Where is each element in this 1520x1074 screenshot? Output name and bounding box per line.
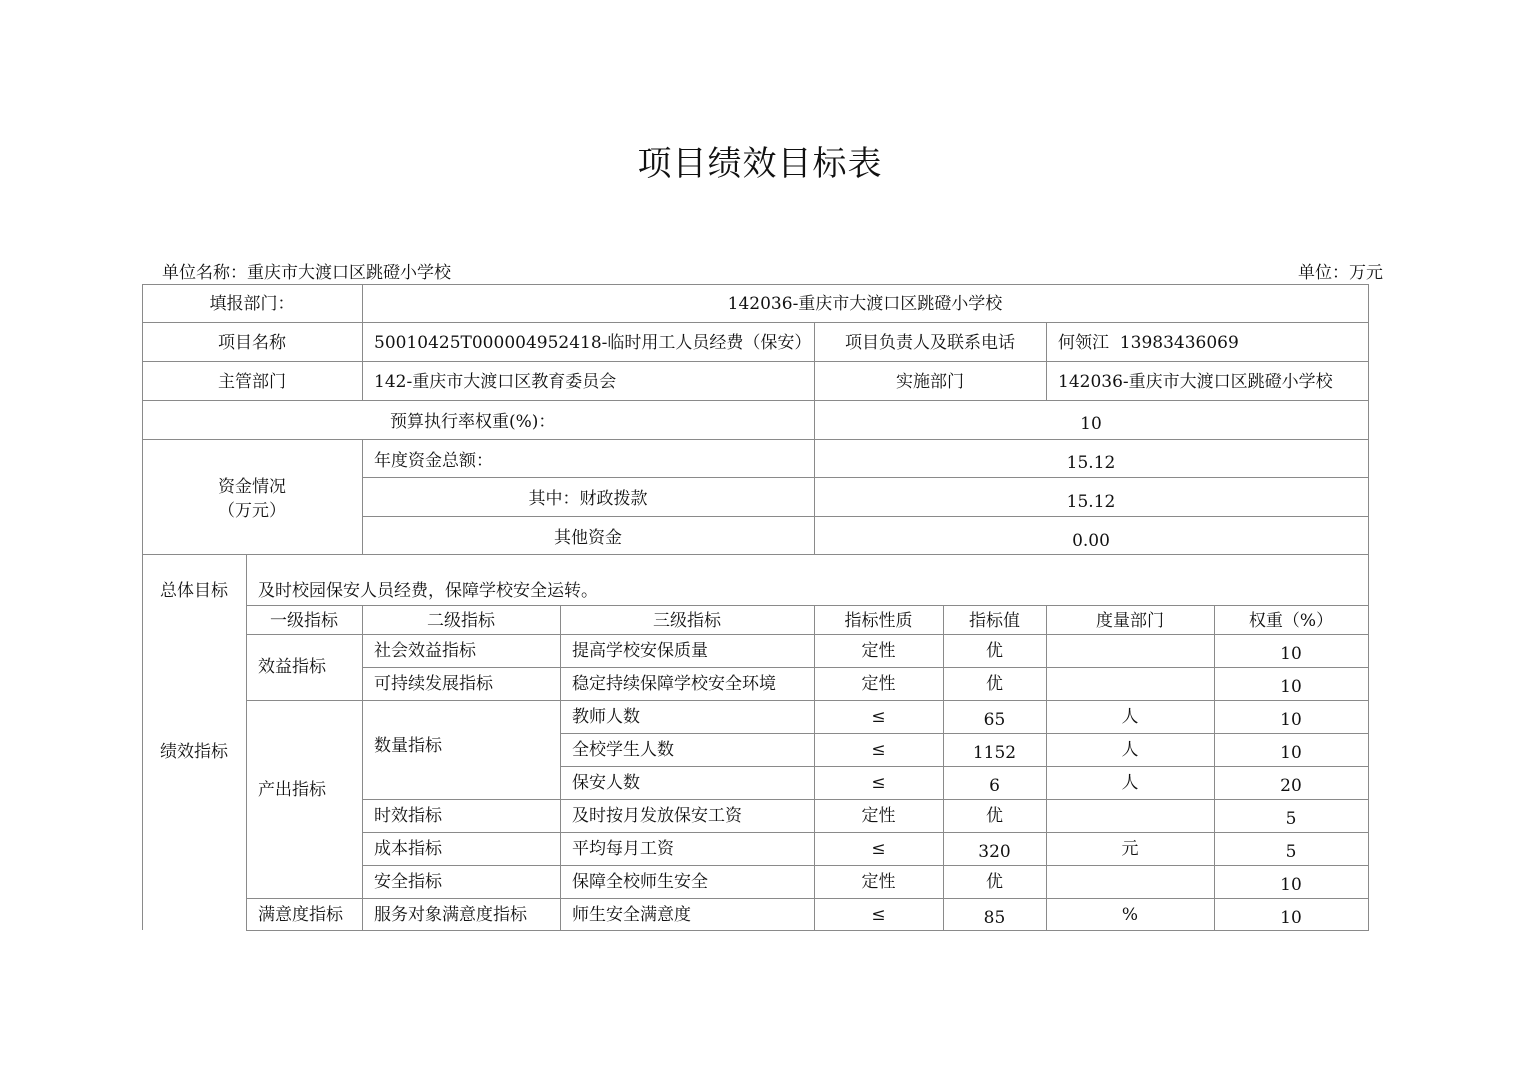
level1-output: 产出指标 (258, 780, 326, 800)
row-divider (246, 605, 1369, 606)
impl-dept-label: 实施部门 (896, 372, 964, 392)
row-level3: 全校学生人数 (572, 740, 674, 760)
row-value: 优 (986, 806, 1003, 826)
header-level2: 二级指标 (427, 611, 495, 631)
fiscal-funds-label: 其中：财政拨款 (528, 489, 648, 509)
level2-timeliness: 时效指标 (374, 806, 442, 826)
fill-dept-value: 142036-重庆市大渡口区跳磴小学校 (727, 294, 1003, 314)
level2-safety: 安全指标 (374, 872, 442, 892)
row-weight: 5 (1285, 842, 1297, 862)
project-name-label: 项目名称 (218, 333, 286, 353)
row-divider (560, 766, 1369, 767)
row-value: 优 (986, 641, 1003, 661)
row-level3: 提高学校安保质量 (572, 641, 708, 661)
row-divider (560, 733, 1369, 734)
row-unit: 元 (1121, 839, 1139, 859)
col-divider (362, 605, 363, 930)
other-funds-label: 其他资金 (554, 528, 622, 548)
row-divider (246, 898, 1369, 899)
border-bottom (246, 930, 1369, 931)
row-divider (362, 516, 1369, 517)
total-funds-value: 15.12 (1066, 453, 1116, 473)
budget-rate-value: 10 (1080, 414, 1102, 434)
row-nature: ≤ (871, 707, 886, 727)
overall-goal-text: 及时校园保安人员经费，保障学校安全运转。 (258, 581, 598, 601)
row-weight: 10 (1280, 908, 1302, 928)
row-level3: 师生安全满意度 (572, 905, 691, 925)
leader-value: 何领江 13983436069 (1058, 333, 1239, 353)
row-unit: 人 (1121, 773, 1139, 793)
supervisor-label: 主管部门 (218, 372, 286, 392)
col-divider (560, 605, 561, 930)
row-level3: 保障全校师生安全 (572, 872, 708, 892)
col-divider (814, 322, 815, 554)
level2-social: 社会效益指标 (374, 641, 476, 661)
row-level3: 保安人数 (572, 773, 640, 793)
total-funds-label: 年度资金总额： (374, 451, 493, 471)
row-nature: ≤ (871, 839, 886, 859)
row-level3: 及时按月发放保安工资 (572, 806, 742, 826)
row-nature: 定性 (861, 806, 896, 826)
row-level3: 平均每月工资 (572, 839, 674, 859)
header-nature: 指标性质 (844, 611, 913, 631)
unit-label: 单位：万元 (1298, 263, 1383, 283)
row-weight: 10 (1280, 743, 1302, 763)
performance-label: 绩效指标 (160, 742, 228, 762)
level1-benefit: 效益指标 (258, 657, 326, 677)
col-divider (1046, 322, 1047, 400)
fill-dept-label: 填报部门： (209, 294, 295, 314)
header-value: 指标值 (969, 611, 1020, 631)
level2-service: 服务对象满意度指标 (374, 905, 527, 925)
row-divider (362, 477, 1369, 478)
row-value: 优 (986, 674, 1003, 694)
row-nature: ≤ (871, 773, 886, 793)
row-nature: ≤ (871, 740, 886, 760)
row-divider (246, 634, 1369, 635)
project-name-value: 50010425T000004952418-临时用工人员经费（保安） (374, 333, 812, 353)
leader-label: 项目负责人及联系电话 (845, 333, 1015, 353)
row-value: 320 (978, 842, 1011, 862)
budget-rate-label: 预算执行率权重(%)： (390, 412, 556, 432)
level2-quantity: 数量指标 (374, 736, 442, 756)
row-divider (362, 832, 1369, 833)
row-value: 65 (983, 710, 1006, 730)
header-unit: 度量部门 (1096, 611, 1164, 631)
funds-label: 资金情况 (218, 477, 286, 497)
unit-name: 单位名称：重庆市大渡口区跳磴小学校 (162, 263, 451, 283)
overall-goal-label: 总体目标 (160, 581, 228, 601)
row-value: 6 (989, 776, 1000, 796)
level2-sustainable: 可持续发展指标 (374, 674, 493, 694)
row-unit: % (1121, 905, 1139, 925)
row-nature: ≤ (871, 905, 886, 925)
row-nature: 定性 (861, 872, 896, 892)
row-weight: 10 (1280, 875, 1302, 895)
header-level1: 一级指标 (270, 611, 338, 631)
level2-cost: 成本指标 (374, 839, 442, 859)
row-divider (246, 700, 1369, 701)
row-weight: 10 (1280, 710, 1302, 730)
border-top (142, 284, 1369, 285)
row-divider (142, 439, 1369, 440)
row-unit: 人 (1121, 707, 1139, 727)
row-divider (142, 554, 1369, 555)
other-funds-value: 0.00 (1072, 531, 1110, 551)
row-weight: 10 (1280, 644, 1302, 664)
row-divider (362, 799, 1369, 800)
row-divider (142, 361, 1369, 362)
row-value: 优 (986, 872, 1003, 892)
funds-unit-label: （万元） (218, 501, 286, 521)
row-nature: 定性 (861, 674, 896, 694)
level1-satisfaction: 满意度指标 (258, 905, 343, 925)
row-level3: 教师人数 (572, 707, 640, 727)
row-nature: 定性 (861, 641, 896, 661)
row-divider (142, 322, 1369, 323)
row-level3: 稳定持续保障学校安全环境 (572, 674, 776, 694)
header-weight: 权重（%） (1248, 611, 1334, 631)
row-divider (362, 865, 1369, 866)
supervisor-value: 142-重庆市大渡口区教育委员会 (374, 372, 617, 392)
row-value: 1152 (972, 743, 1017, 763)
row-divider (142, 400, 1369, 401)
row-weight: 5 (1285, 809, 1297, 829)
row-weight: 20 (1280, 776, 1302, 796)
header-level3: 三级指标 (653, 611, 721, 631)
row-value: 85 (983, 908, 1006, 928)
row-unit: 人 (1121, 740, 1139, 760)
col-divider (1046, 605, 1047, 930)
page-title: 项目绩效目标表 (637, 144, 883, 184)
border-right (1368, 284, 1369, 931)
row-divider (362, 667, 1369, 668)
fiscal-funds-value: 15.12 (1066, 492, 1116, 512)
row-weight: 10 (1280, 677, 1302, 697)
impl-dept-value: 142036-重庆市大渡口区跳磴小学校 (1058, 372, 1333, 392)
